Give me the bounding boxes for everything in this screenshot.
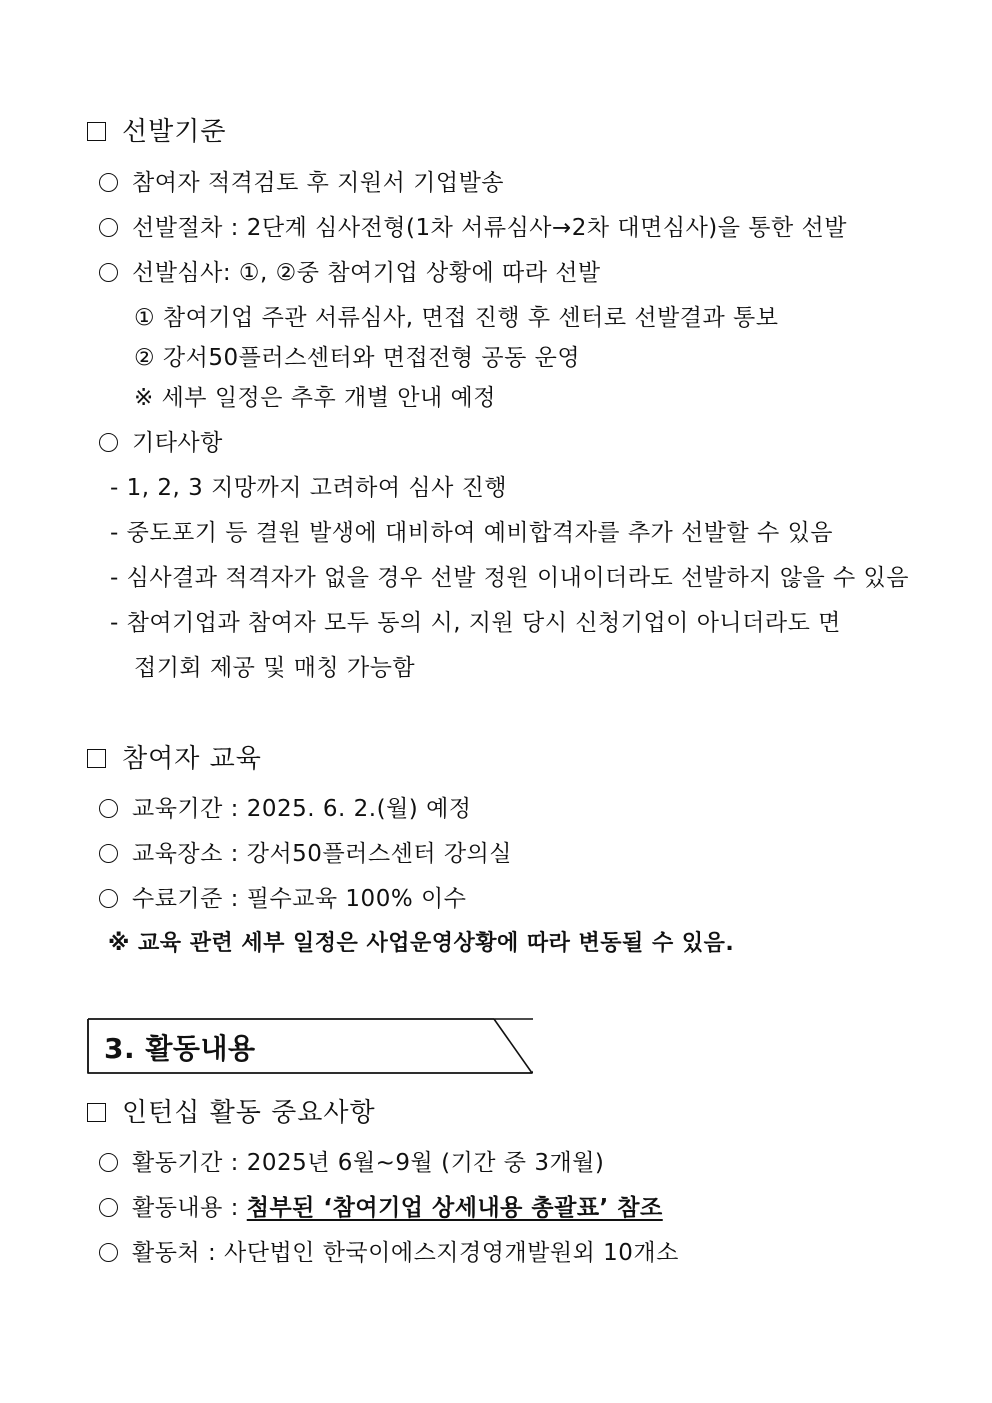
dash-item-continued: 접기회 제공 및 매칭 가능함 (134, 655, 416, 681)
note-text: ※ 세부 일정은 추후 개별 안내 예정 (134, 385, 496, 411)
bullet-text: 교육기간 : 2025. 6. 2.(월) 예정 (132, 796, 472, 822)
circle-bullet-icon (99, 799, 118, 818)
dash-item: - 참여기업과 참여자 모두 동의 시, 지원 당시 신청기업이 아니더라도 면 (110, 610, 841, 636)
square-bullet-icon (87, 749, 106, 768)
circle-bullet-icon (99, 218, 118, 237)
circle-bullet-icon (99, 1198, 118, 1217)
bullet-item (99, 839, 512, 869)
circle-bullet-icon (99, 173, 118, 192)
square-bullet-icon (87, 122, 106, 141)
dash-item: - 중도포기 등 결원 발생에 대비하여 예비합격자를 추가 선발할 수 있음 (110, 520, 834, 546)
heading-participant-education (87, 744, 262, 774)
dash-item: - 1, 2, 3 지망까지 고려하여 심사 진행 (110, 475, 508, 501)
bullet-text: 기타사항 (132, 430, 223, 456)
note-text-bold: ※ 교육 관련 세부 일정은 사업운영상황에 따라 변동될 수 있음. (108, 931, 735, 956)
dash-item: - 심사결과 적격자가 없을 경우 선발 정원 이내이더라도 선발하지 않을 수 있음 (110, 565, 909, 591)
circle-bullet-icon (99, 844, 118, 863)
bullet-item (99, 168, 504, 198)
bullet-item (99, 1193, 663, 1223)
circle-bullet-icon (99, 433, 118, 452)
bullet-text: 선발심사: ①, ②중 참여기업 상황에 따라 선발 (132, 260, 601, 286)
heading-text: 참여자 교육 (122, 744, 262, 774)
circle-bullet-icon (99, 1153, 118, 1172)
section-title: 3. 활동내용 (104, 1032, 256, 1065)
bullet-text: 활동내용 : (132, 1195, 247, 1221)
circle-bullet-icon (99, 889, 118, 908)
bullet-text: 활동처 : 사단법인 한국이에스지경영개발원외 10개소 (132, 1240, 679, 1266)
sub-item: ② 강서50플러스센터와 면접전형 공동 운영 (134, 345, 581, 371)
bullet-item (99, 794, 472, 824)
bullet-text: 활동기간 : 2025년 6월~9월 (기간 중 3개월) (132, 1150, 605, 1176)
bullet-text: 선발절차 : 2단계 심사전형(1차 서류심사→2차 대면심사)을 통한 선발 (132, 215, 847, 241)
heading-selection-criteria (87, 117, 226, 147)
heading-text: 선발기준 (122, 117, 227, 147)
sub-item: ① 참여기업 주관 서류심사, 면접 진행 후 센터로 선발결과 통보 (134, 305, 779, 331)
heading-text: 인턴십 활동 중요사항 (122, 1098, 376, 1128)
circle-bullet-icon (99, 263, 118, 282)
bullet-text: 참여자 적격검토 후 지원서 기업발송 (132, 170, 505, 196)
bullet-item (99, 213, 847, 243)
bullet-text: 수료기준 : 필수교육 100% 이수 (132, 886, 467, 912)
bullet-item (99, 258, 601, 288)
bullet-item (99, 1238, 679, 1268)
circle-bullet-icon (99, 1243, 118, 1262)
bullet-item (99, 1148, 604, 1178)
heading-internship-notes (87, 1098, 376, 1128)
bullet-item (99, 884, 466, 914)
bullet-item (99, 428, 223, 458)
attachment-reference: 첨부된 ‘참여기업 상세내용 총괄표’ 참조 (246, 1195, 663, 1221)
section-title-box (87, 1018, 533, 1074)
square-bullet-icon (87, 1103, 106, 1122)
bullet-text: 교육장소 : 강서50플러스센터 강의실 (132, 841, 513, 867)
